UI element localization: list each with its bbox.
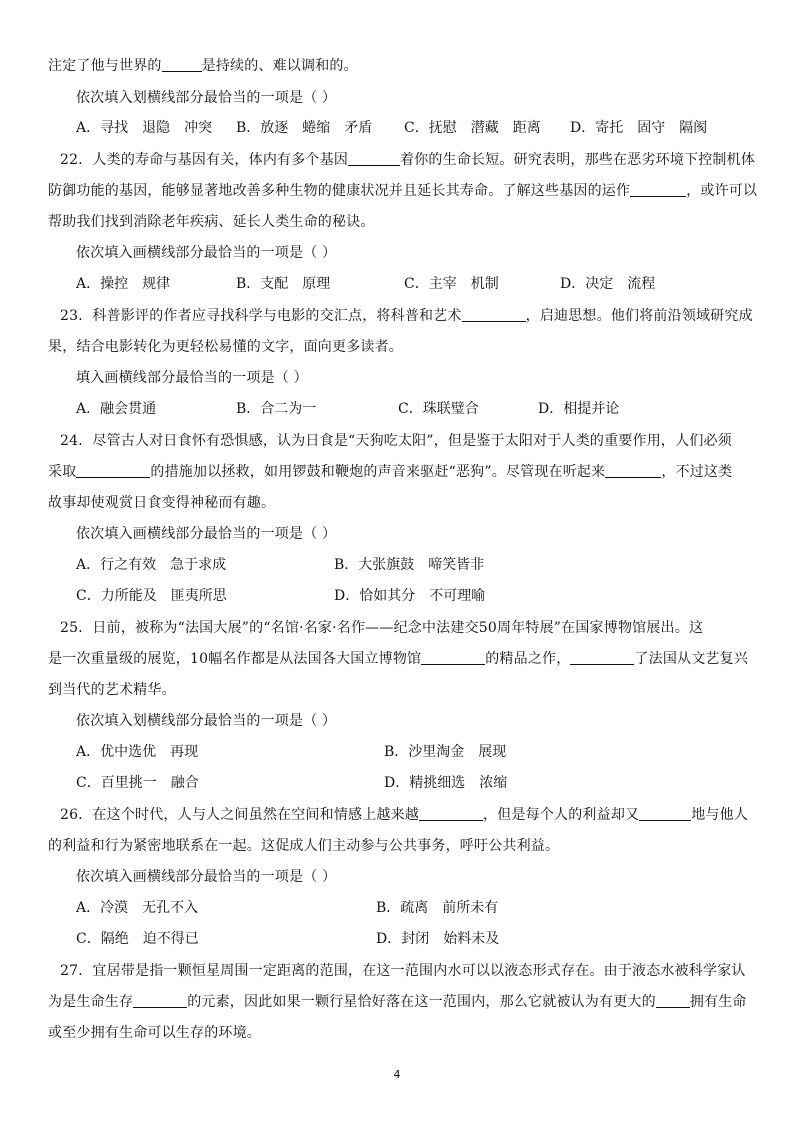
answer-blank	[462, 307, 526, 322]
q23-line-1	[60, 306, 753, 326]
q26-line-2: 的利益和行为紧密地联系在一起。这促成人们主动参与公共事务，呼吁公共利益。	[48, 838, 560, 854]
q26-option-c: C．隔绝 迫不得已	[76, 931, 199, 947]
q23-option-c: C．珠联璧合	[398, 401, 479, 417]
q26-text: 26．在这个时代，人与人之间虽然在空间和情感上越来越	[60, 807, 420, 823]
q21-text-line	[48, 56, 358, 76]
q27-text: 为是生命生存	[48, 994, 134, 1010]
q22-text: 着你的生命长短。研究表明，那些在恶劣环境下控制机体	[400, 152, 756, 168]
q22-line-2	[48, 181, 757, 201]
q21-prompt: 依次填入划横线部分最恰当的一项是（ ）	[76, 90, 337, 106]
q24-option-a: A．行之有效 急于求成	[76, 557, 227, 573]
q25-option-d: D．精挑细选 浓缩	[384, 775, 508, 791]
answer-blank	[605, 463, 661, 478]
q22-text: 防御功能的基因，能够显著地改善多种生物的健康状况并且延长其寿命。了解这些基因的运作	[48, 183, 631, 199]
q25-text: 是一次重量级的展览，10幅名作都是从法国各大国立博物馆	[48, 651, 422, 667]
q22-option-d: D．决定 流程	[560, 276, 656, 292]
q22-prompt: 依次填入画横线部分最恰当的一项是（ ）	[76, 245, 337, 261]
q23-option-a: A．融会贯通	[76, 401, 157, 417]
q23-text: ，启迪思想。他们将前沿领域研究成	[525, 308, 753, 324]
q22-option-c: C．主宰 机制	[404, 276, 499, 292]
q27-line-3: 或至少拥有生命可以生存的环境。	[48, 1025, 261, 1041]
q24-line-1: 24．尽管古人对日食怀有恐惧感，认为日食是“天狗吃太阳”，但是鉴于太阳对于人类的重要作用，人们必须	[60, 433, 732, 449]
q21-text-post: 是持续的、难以调和的。	[201, 58, 358, 74]
answer-blank	[570, 650, 634, 665]
q24-option-c: C．力所能及 匪夷所思	[76, 588, 227, 604]
q22-line-1	[60, 150, 755, 170]
q24-option-d: D．恰如其分 不可理喻	[334, 588, 486, 604]
q22-text: 22．人类的寿命与基因有关，体内有多个基因	[60, 152, 349, 168]
q26-text: 地与他人	[691, 807, 749, 823]
q21-text-pre: 注定了他与世界的	[48, 58, 162, 74]
q22-option-a: A．操控 规律	[76, 276, 171, 292]
q24-prompt: 依次填入画横线部分最恰当的一项是（ ）	[76, 526, 337, 542]
q25-line-3: 到当代的艺术精华。	[48, 682, 176, 698]
answer-blank	[639, 806, 691, 821]
q26-option-b: B．疏离 前所未有	[376, 900, 499, 916]
page-number: 4	[393, 1068, 401, 1081]
q24-line-3: 故事却使观赏日食变得神秘而有趣。	[48, 495, 276, 511]
answer-blank	[348, 151, 400, 166]
q26-line-1	[60, 805, 748, 825]
q26-option-a: A．冷漠 无孔不入	[76, 900, 199, 916]
answer-blank	[630, 182, 686, 197]
answer-blank	[421, 650, 485, 665]
q26-option-d: D．封闭 始料未及	[376, 931, 500, 947]
q24-text: 的措施加以拯救，如用锣鼓和鞭炮的声音来驱赶“恶狗”。尽管现在听起来	[150, 464, 606, 480]
q21-option-d: D．寄托 固守 隔阂	[570, 120, 708, 136]
answer-blank	[656, 993, 690, 1008]
q23-prompt: 填入画横线部分最恰当的一项是（ ）	[76, 370, 308, 386]
q22-text: ，或许可以	[686, 183, 758, 199]
q25-option-c: C．百里挑一 融合	[76, 775, 199, 791]
q21-option-b: B．放逐 蜷缩 矛盾	[236, 120, 373, 136]
q23-option-d: D．相提并论	[538, 401, 620, 417]
q27-text: 拥有生命	[689, 994, 747, 1010]
q25-option-b: B．沙里淘金 展现	[384, 744, 507, 760]
q25-prompt: 依次填入划横线部分最恰当的一项是（ ）	[76, 713, 337, 729]
q23-text: 23．科普影评的作者应寻找科学与电影的交汇点，将科普和艺术	[60, 308, 462, 324]
q27-line-2	[48, 992, 747, 1012]
q25-line-2	[48, 649, 748, 669]
answer-blank	[133, 993, 187, 1008]
q24-line-2	[48, 462, 732, 482]
q25-option-a: A．优中选优 再现	[76, 744, 199, 760]
q24-text: ，不过这类	[661, 464, 733, 480]
q27-text: 的元素，因此如果一颗行星恰好落在这一范围内，那么它就被认为有更大的	[187, 994, 656, 1010]
q22-line-3: 帮助我们找到消除老年疾病、延长人类生命的秘诀。	[48, 214, 375, 230]
q21-option-a: A．寻找 退隐 冲突	[76, 120, 213, 136]
answer-blank	[76, 463, 150, 478]
answer-blank	[419, 806, 483, 821]
q24-text: 采取	[48, 464, 77, 480]
q23-line-2: 果，结合电影转化为更轻松易懂的文字，面向更多读者。	[48, 339, 403, 355]
answer-blank	[162, 57, 202, 72]
q26-prompt: 依次填入画横线部分最恰当的一项是（ ）	[76, 869, 337, 885]
q22-option-b: B．支配 原理	[236, 276, 331, 292]
q21-option-c: C．抚慰 潜藏 距离	[404, 120, 541, 136]
q25-line-1: 25．日前，被称为“法国大展”的“名馆·名家·名作——纪念中法建交50周年特展”在国家博物馆展出。这	[60, 620, 704, 636]
q25-text: 了法国从文艺复兴	[634, 651, 749, 667]
q26-text: ，但是每个人的利益却又	[483, 807, 640, 823]
q27-line-1: 27．宜居带是指一颗恒星周围一定距离的范围，在这一范围内水可以以液态形式存在。由于液态水被科学家认	[60, 963, 746, 979]
q23-option-b: B．合二为一	[236, 401, 317, 417]
q24-option-b: B．大张旗鼓 啼笑皆非	[334, 557, 485, 573]
q25-text: 的精品之作，	[485, 651, 571, 667]
